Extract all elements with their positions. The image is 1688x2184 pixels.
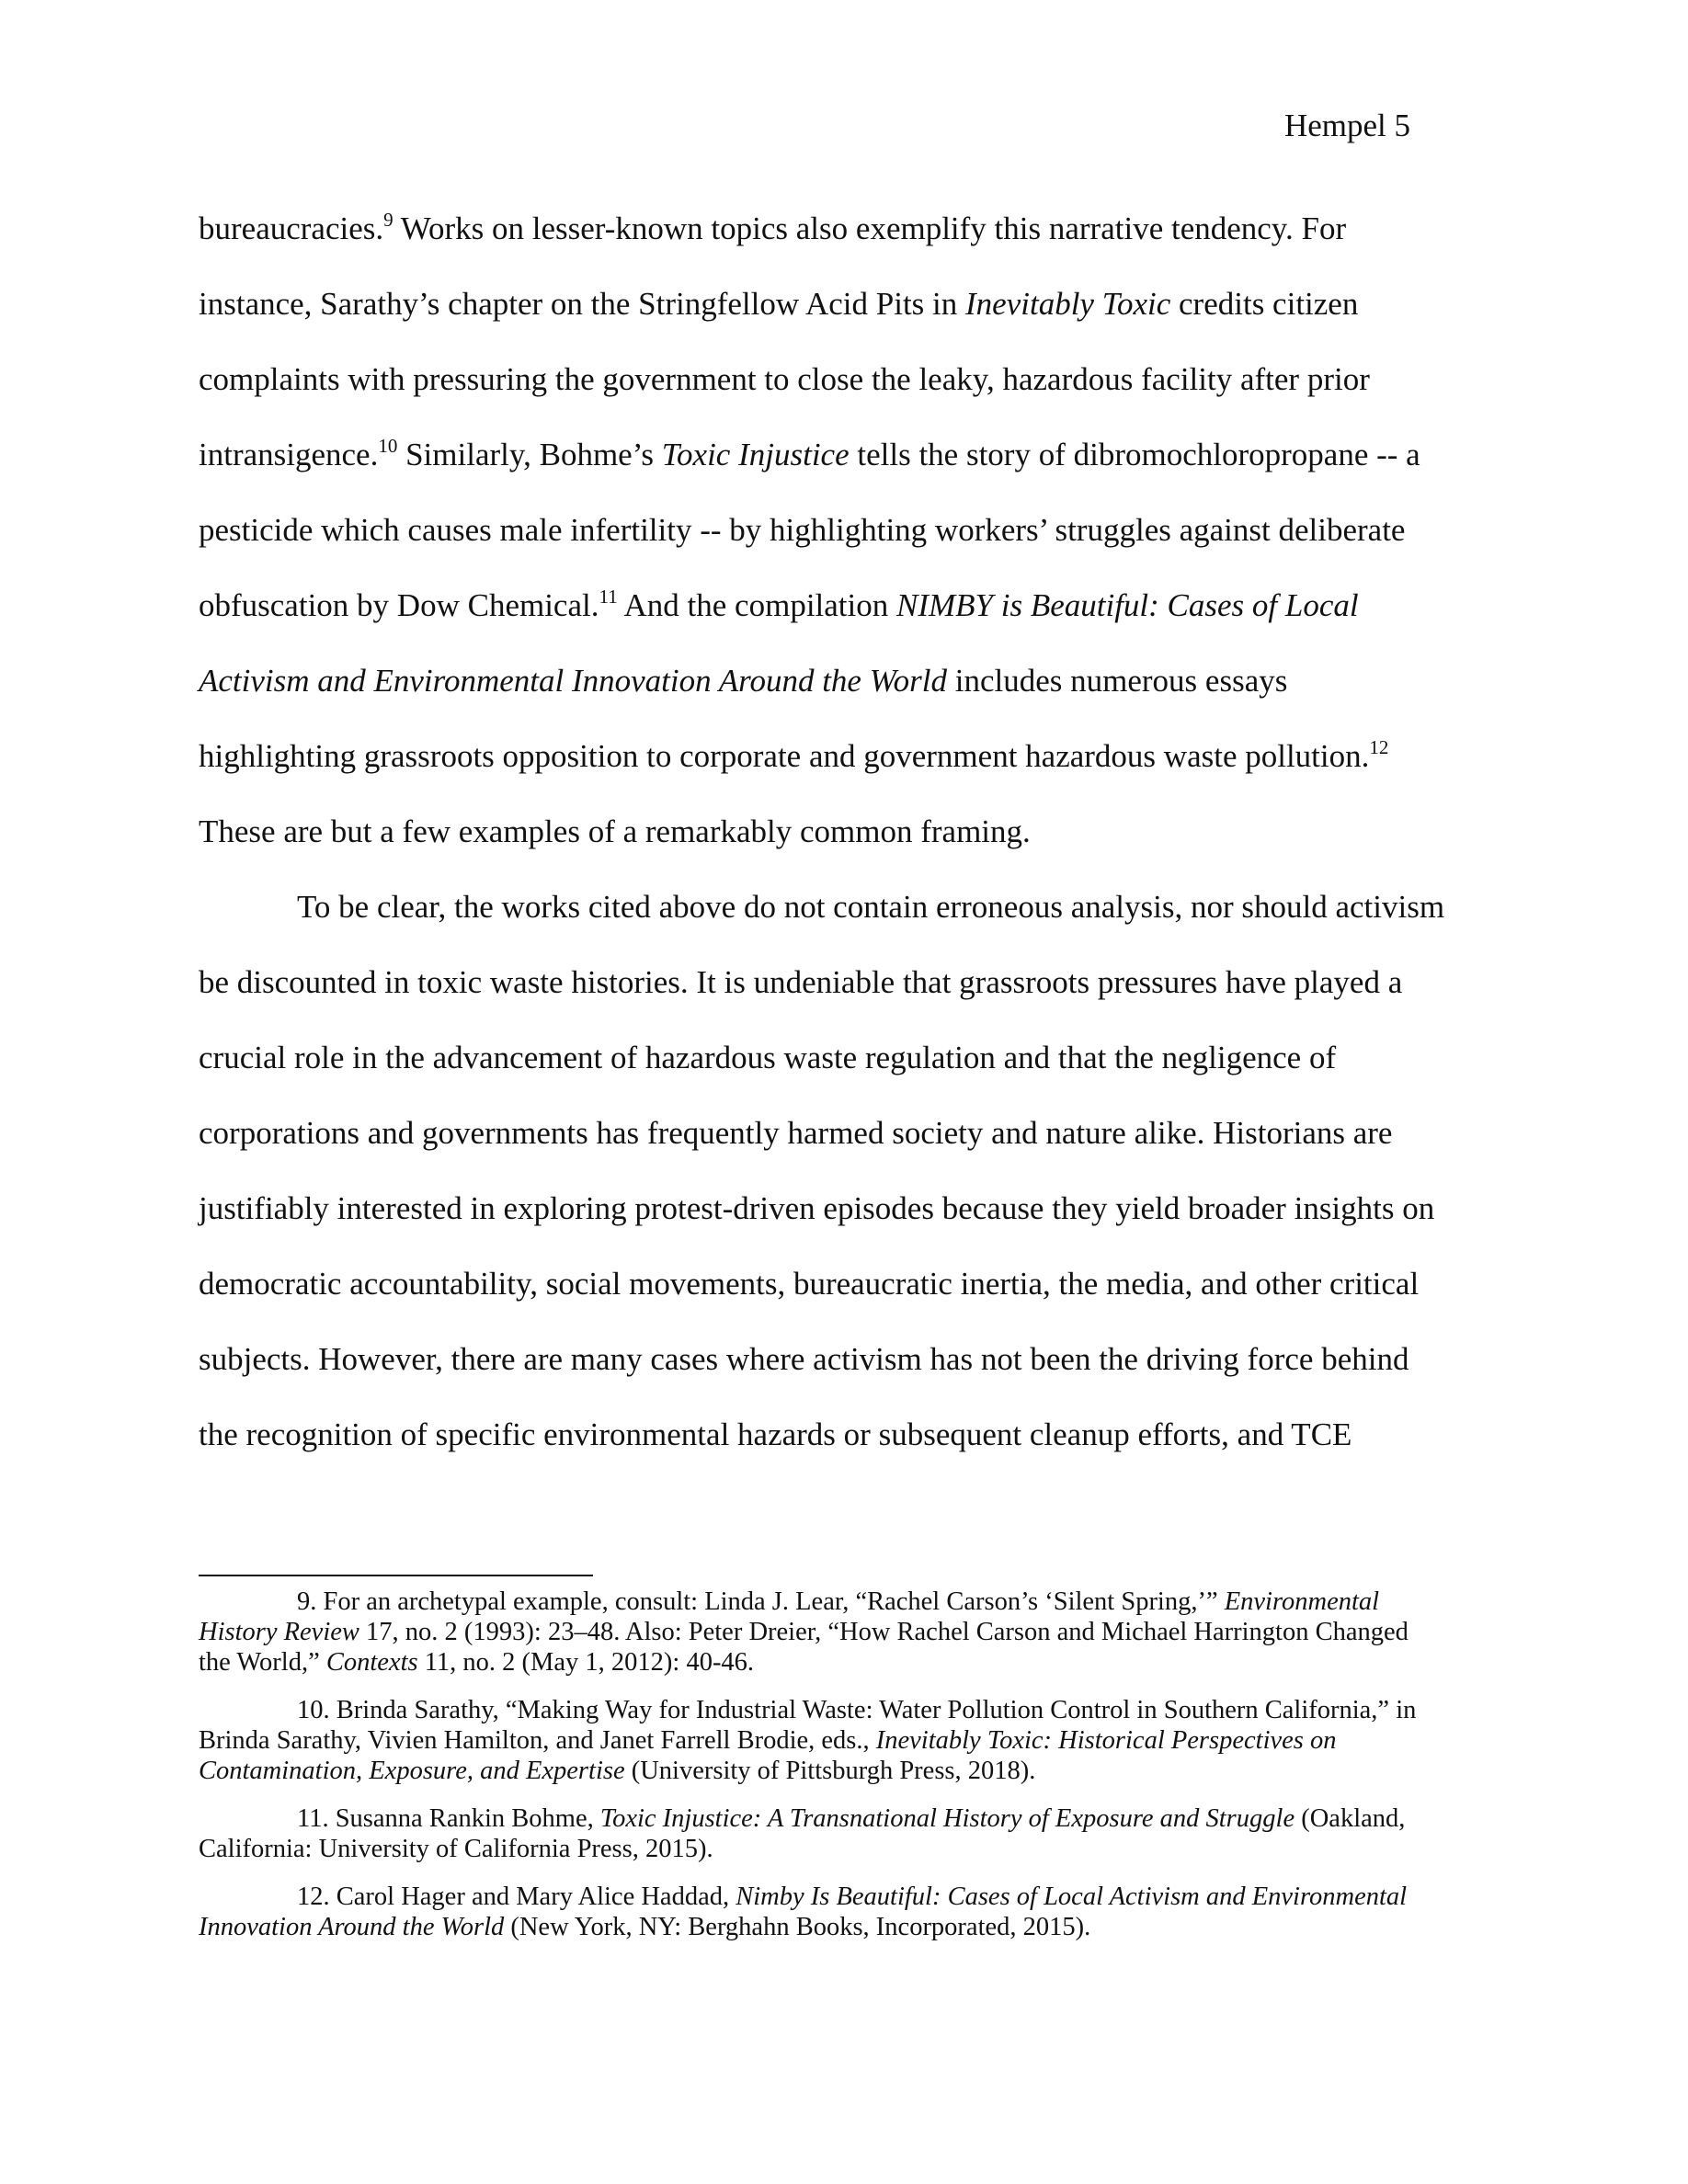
footnote-line (199, 1912, 1504, 1942)
footnote-line (199, 1803, 1504, 1834)
text-line: These are but a few examples of a remarkably common framing. (199, 813, 1031, 849)
paragraph-2 (199, 870, 1495, 1473)
text-line: justifiably interested in exploring protest-driven episodes because they yield broader insights on (199, 1190, 1435, 1226)
footnote-10 (199, 1695, 1504, 1786)
text-run: bureaucracies. (199, 210, 384, 246)
journal-title: History Review (199, 1618, 359, 1646)
text-run: 11, no. 2 (May 1, 2012): 40-46. (417, 1648, 755, 1677)
book-title: Inevitably Toxic: Historical Perspectives on (875, 1726, 1337, 1755)
text-line: the recognition of specific environmental hazards or subsequent cleanup efforts, and TCE (199, 1416, 1352, 1452)
text-run: 17, no. 2 (1993): 23–48. Also: Peter Dreier, “How Rachel Carson and Michael Harrington Changed (359, 1618, 1409, 1646)
book-title: NIMBY is Beautiful: Cases of Local (896, 587, 1359, 623)
text-line (199, 719, 1495, 794)
footnote-line: 10. Brinda Sarathy, “Making Way for Industrial Waste: Water Pollution Control in Southern California,” in (297, 1696, 1417, 1724)
text-line: be discounted in toxic waste histories. It is undeniable that grassroots pressures have played a (199, 964, 1403, 1000)
footnote-line (199, 1617, 1504, 1647)
text-run: (Oakland, (1295, 1804, 1406, 1833)
text-run: the World,” (199, 1648, 326, 1677)
body-text (199, 191, 1495, 1473)
paragraph-1 (199, 191, 1495, 870)
footnote-line: California: University of California Press, 2015). (199, 1835, 713, 1863)
footnote-line (199, 1756, 1504, 1786)
book-title: Contamination, Exposure, and Expertise (199, 1757, 625, 1785)
footnote-ref-10[interactable]: 10 (378, 435, 398, 457)
text-line (199, 568, 1495, 643)
text-line (199, 643, 1495, 719)
text-run: 9. For an archetypal example, consult: Linda J. Lear, “Rachel Carson’s ‘Silent Spring,’” (297, 1587, 1225, 1616)
text-run: tells the story of dibromochloropropane -- a (849, 437, 1420, 472)
footnote-12 (199, 1882, 1504, 1942)
footnote-separator (199, 1575, 593, 1576)
text-run: Similarly, Bohme’s (397, 437, 662, 472)
running-head: Hempel 5 (1283, 108, 1410, 143)
footnote-11 (199, 1803, 1504, 1864)
text-run: obfuscation by Dow Chemical. (199, 587, 599, 623)
journal-title: Contexts (325, 1648, 418, 1677)
text-run: Works on lesser-known topics also exemplify this narrative tendency. For (393, 210, 1347, 246)
text-run: intransigence. (199, 437, 379, 472)
text-run: And the compilation (617, 587, 896, 623)
text-run: (University of Pittsburgh Press, 2018). (624, 1757, 1036, 1785)
footnote-ref-9[interactable]: 9 (383, 209, 393, 231)
text-line: democratic accountability, social movements, bureaucratic inertia, the media, and other critical (199, 1266, 1420, 1302)
text-run: 12. Carol Hager and Mary Alice Haddad, (297, 1883, 736, 1911)
footnote-line (199, 1647, 1504, 1678)
footnotes (199, 1587, 1504, 1960)
footnote-line (199, 1587, 1504, 1617)
footnote-line (199, 1725, 1504, 1756)
text-line: To be clear, the works cited above do not contain erroneous analysis, nor should activism (297, 889, 1445, 925)
text-run: (New York, NY: Berghahn Books, Incorporated, 2015). (504, 1913, 1091, 1941)
text-run: Brinda Sarathy, Vivien Hamilton, and Janet Farrell Brodie, eds., (199, 1726, 876, 1755)
book-title: Activism and Environmental Innovation Around the World (199, 663, 947, 699)
text-line: complaints with pressuring the government to close the leaky, hazardous facility after prior (199, 361, 1370, 397)
text-line: subjects. However, there are many cases where activism has not been the driving force behind (199, 1341, 1409, 1377)
footnote-ref-12[interactable]: 12 (1369, 736, 1389, 758)
footnote-ref-11[interactable]: 11 (599, 586, 618, 608)
book-title: Nimby Is Beautiful: Cases of Local Activism and Environmental (736, 1883, 1408, 1911)
book-title: Innovation Around the World (199, 1913, 505, 1941)
text-run: credits citizen (1170, 286, 1359, 322)
footnote-line (199, 1882, 1504, 1912)
text-line: crucial role in the advancement of hazardous waste regulation and that the negligence of (199, 1040, 1337, 1075)
text-run: highlighting grassroots opposition to corporate and government hazardous waste pollution. (199, 738, 1370, 774)
journal-title: Environmental (1224, 1587, 1380, 1616)
text-line: corporations and governments has frequently harmed society and nature alike. Historians are (199, 1115, 1393, 1151)
text-run: includes numerous essays (947, 663, 1288, 699)
book-title: Toxic Injustice (661, 437, 850, 472)
text-run: instance, Sarathy’s chapter on the Stringfellow Acid Pits in (199, 286, 966, 322)
text-run: 11. Susanna Rankin Bohme, (297, 1804, 600, 1833)
book-title: Inevitably Toxic (965, 286, 1171, 322)
text-line (199, 417, 1495, 493)
book-title: Toxic Injustice: A Transnational History of Exposure and Struggle (599, 1804, 1295, 1833)
text-line (199, 191, 1495, 267)
text-line (199, 267, 1495, 342)
footnote-9 (199, 1587, 1504, 1678)
text-line: pesticide which causes male infertility -- by highlighting workers’ struggles against deliberate (199, 512, 1406, 548)
